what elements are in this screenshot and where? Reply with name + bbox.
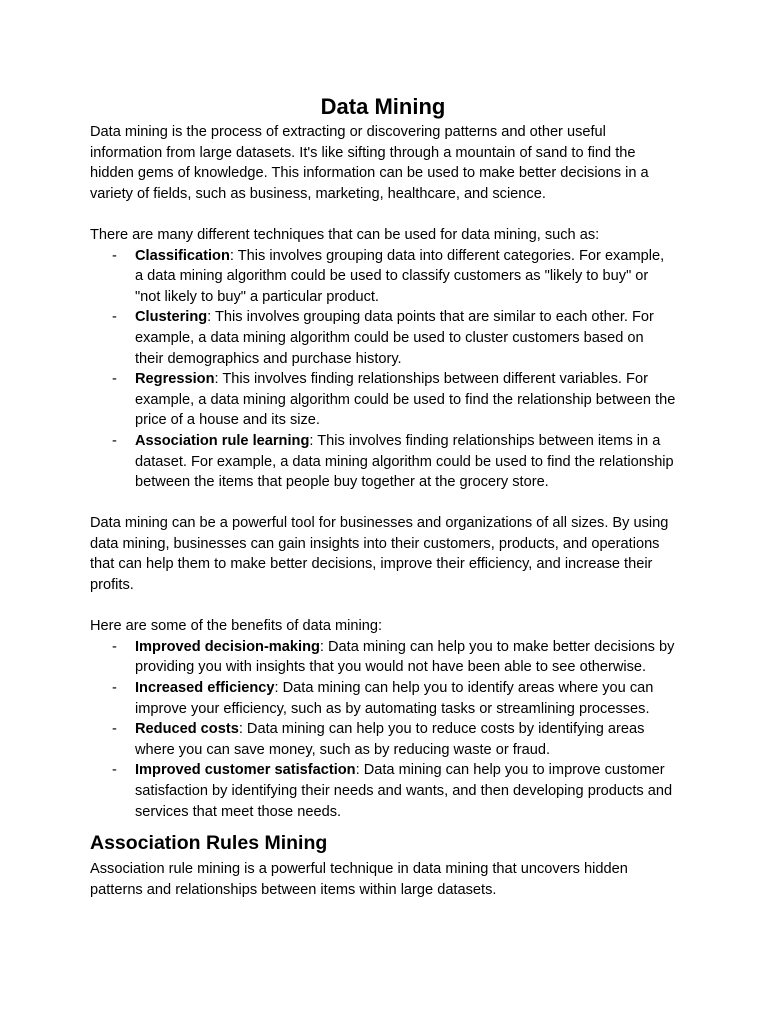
dash-bullet: -: [112, 432, 117, 449]
list-item-text: : This involves finding relationships between items in a dataset. For example, a data mining algorithm could be used to find the relationship between the items that people buy together at the grocery store.: [135, 432, 674, 491]
dash-bullet: -: [112, 371, 117, 388]
list-item-text: : This involves grouping data points that are similar to each other. For example, a data mining algorithm could be used to cluster customers based on their demographics and purchase history.: [135, 309, 654, 367]
list-item-text: : Data mining can help you to identify areas where you can improve your efficiency, such as by automating tasks or streamlining processes.: [135, 680, 654, 717]
benefits-lead: Here are some of the benefits of data mining:: [90, 618, 383, 635]
spacer: [90, 493, 676, 514]
list-item-improved-customer-satisfaction: [90, 760, 676, 822]
list-item-classification: [90, 246, 676, 308]
list-item-term: Classification: [135, 247, 230, 264]
list-item-text: : This involves finding relationships between different variables. For example, a data mining algorithm could be used to find the relationship between the price of a house and its size.: [135, 371, 676, 429]
list-item-association-rule-learning: [90, 431, 676, 493]
intro-paragraph: Data mining is the process of extracting or discovering patterns and other useful information from large datasets. It's like sifting through a mountain of sand to find the hidden gems of knowledge. This information can be used to make better decisions in a variety of fields, such as business, marketing, healthcare, and science.: [90, 124, 649, 202]
dash-bullet: -: [112, 247, 117, 264]
spacer: [90, 204, 676, 225]
list-item-text: : Data mining can help you to make better decisions by providing you with insights that you would not have been able to see otherwise.: [135, 638, 675, 676]
list-item-regression: [90, 369, 676, 431]
list-item-text: : This involves grouping data into different categories. For example, a data mining algorithm could be used to classify customers as "likely to buy" or "not likely to buy" a particular product.: [135, 247, 665, 305]
section-heading: Association Rules Mining: [90, 832, 328, 855]
benefits-list: [90, 637, 676, 822]
list-item-term: Regression: [135, 371, 215, 388]
list-item-term: Association rule learning: [135, 432, 310, 449]
list-item-clustering: [90, 307, 676, 369]
list-item-term: Improved customer satisfaction: [135, 762, 356, 779]
list-item-increased-efficiency: [90, 678, 676, 719]
list-item-term: Reduced costs: [135, 721, 239, 738]
list-item-text: : Data mining can help you to reduce costs by identifying areas where you can save money, such as by reducing waste or fraud.: [135, 721, 645, 758]
dash-bullet: -: [112, 638, 117, 655]
dash-bullet: -: [112, 721, 117, 738]
list-item-reduced-costs: [90, 719, 676, 760]
section-paragraph: Association rule mining is a powerful technique in data mining that uncovers hidden patterns and relationships between items within large datasets.: [90, 861, 628, 898]
list-item-improved-decision-making: [90, 637, 676, 678]
dash-bullet: -: [112, 309, 117, 326]
power-paragraph: Data mining can be a powerful tool for businesses and organizations of all sizes. By using data mining, businesses can gain insights into their customers, products, and operations that can help them to make better decisions, improve their efficiency, and increase their profits.: [90, 515, 669, 594]
spacer: [90, 596, 676, 617]
list-item-term: Improved decision-making: [135, 638, 320, 655]
page-title: Data Mining: [320, 94, 446, 119]
list-item-text: : Data mining can help you to improve customer satisfaction by identifying their needs and wants, and then developing products and services that meet those needs.: [135, 762, 673, 820]
techniques-lead: There are many different techniques that can be used for data mining, such as:: [90, 226, 600, 243]
list-item-term: Clustering: [135, 309, 208, 326]
list-item-term: Increased efficiency: [135, 680, 275, 697]
dash-bullet: -: [112, 680, 117, 697]
techniques-list: [90, 246, 676, 493]
document-page: [90, 92, 676, 900]
dash-bullet: -: [112, 762, 117, 779]
